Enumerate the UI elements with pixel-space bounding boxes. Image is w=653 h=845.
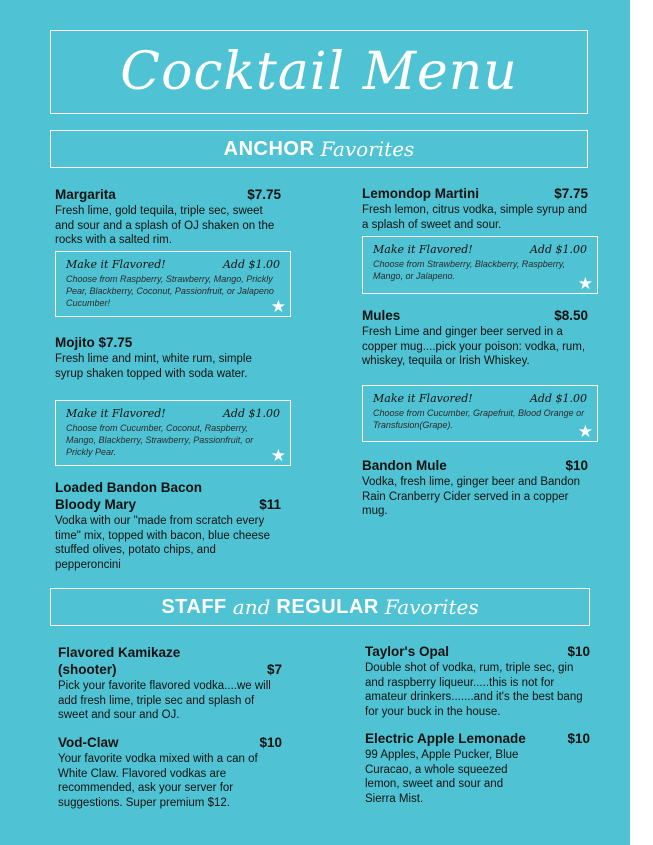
section-title-script: Favorites bbox=[384, 595, 479, 619]
item-description: Fresh lemon, citrus vodka, simple syrup and a splash of sweet and sour. bbox=[362, 204, 587, 231]
flavored-options: Choose from Cucumber, Coconut, Raspberry, Mango, Blackberry, Strawberry, Passionfruit, or Prickly Pear. bbox=[66, 423, 254, 457]
page-title: Cocktail Menu bbox=[120, 42, 518, 102]
item-price: $10 bbox=[567, 644, 590, 659]
item-description: Pick your favorite flavored vodka....we will add fresh lime, triple sec and splash of sweet and sour and OJ. bbox=[58, 680, 271, 721]
item-description: Vodka with our "made from scratch every time" mix, topped with bacon, blue cheese stuffed olives, potato chips, and pepperoncini bbox=[55, 515, 271, 571]
menu-item-margarita bbox=[55, 186, 281, 248]
item-price: $10 bbox=[565, 458, 588, 473]
section-title-bold: REGULAR bbox=[276, 595, 379, 618]
menu-item-bloody-mary bbox=[55, 479, 281, 572]
item-name: Mules bbox=[362, 308, 401, 323]
item-description: 99 Apples, Apple Pucker, Blue Curacao, a whole squeezed lemon, sweet and sour and Sierra Mist. bbox=[365, 749, 519, 805]
item-price: $8.50 bbox=[554, 308, 588, 323]
section-title-bold: STAFF bbox=[161, 595, 227, 618]
menu-item-kamikaze bbox=[58, 644, 282, 723]
menu-item-taylors-opal bbox=[365, 643, 590, 719]
flavored-price: Add $1.00 bbox=[222, 407, 280, 420]
flavored-label: Make it Flavored! bbox=[373, 243, 473, 256]
flavored-box-mules bbox=[362, 385, 598, 442]
flavored-options: Choose from Cucumber, Grapefruit, Blood Orange or Transfusion(Grape). bbox=[373, 408, 585, 430]
item-price: $7.75 bbox=[247, 187, 281, 202]
item-name: Taylor's Opal bbox=[365, 644, 449, 659]
section-title-bold: ANCHOR bbox=[223, 137, 315, 160]
item-price: $10 bbox=[567, 731, 590, 746]
item-name: Lemondop Martini bbox=[362, 186, 479, 201]
section-header-staff bbox=[50, 588, 590, 626]
menu-item-bandon-mule bbox=[362, 457, 588, 519]
item-description: Vodka, fresh lime, ginger beer and Bandon Rain Cranberry Cider served in a copper mug. bbox=[362, 476, 581, 517]
item-name: Margarita bbox=[55, 187, 116, 202]
item-price: $7.75 bbox=[554, 186, 588, 201]
item-name: Mojito $7.75 bbox=[55, 335, 133, 350]
flavored-label: Make it Flavored! bbox=[66, 407, 166, 420]
item-description: Fresh lime and mint, white rum, simple syrup shaken topped with soda water. bbox=[55, 353, 252, 380]
flavored-price: Add $1.00 bbox=[222, 258, 280, 271]
section-title-and: and bbox=[232, 595, 271, 619]
item-name: Bandon Mule bbox=[362, 458, 447, 473]
item-price: $7 bbox=[266, 662, 282, 677]
item-name: Electric Apple Lemonade bbox=[365, 731, 526, 746]
item-name-line2: Bloody Mary bbox=[55, 497, 137, 512]
flavored-box-lemondrop bbox=[362, 236, 598, 294]
flavored-options: Choose from Raspberry, Strawberry, Mango, Prickly Pear, Blackberry, Coconut, Passionfruit, or Jalapeno Cucumber! bbox=[66, 274, 274, 308]
menu-item-mules bbox=[362, 307, 588, 369]
section-title-script: Favorites bbox=[320, 137, 415, 161]
item-name: Vod-Claw bbox=[58, 735, 119, 750]
star-icon: ★ bbox=[270, 446, 286, 465]
star-icon: ★ bbox=[577, 274, 593, 293]
flavored-label: Make it Flavored! bbox=[66, 258, 166, 271]
item-price: $11 bbox=[259, 497, 281, 512]
flavored-label: Make it Flavored! bbox=[373, 392, 473, 405]
flavored-box-mojito bbox=[55, 400, 291, 466]
section-header-anchor bbox=[50, 130, 588, 168]
menu-item-vod-claw bbox=[58, 734, 282, 810]
menu-item-lemondrop bbox=[362, 185, 588, 232]
title-banner bbox=[50, 30, 588, 114]
item-price: $10 bbox=[259, 735, 282, 750]
item-name-line1: Flavored Kamikaze bbox=[58, 645, 181, 660]
item-name-line2: (shooter) bbox=[58, 662, 117, 677]
item-description: Fresh Lime and ginger beer served in a copper mug....pick your poison: vodka, rum, whiskey, tequila or Irish Whiskey. bbox=[362, 326, 586, 367]
menu-item-mojito bbox=[55, 334, 281, 381]
item-name-line1: Loaded Bandon Bacon bbox=[55, 480, 203, 495]
flavored-price: Add $1.00 bbox=[529, 243, 587, 256]
item-description: Fresh lime, gold tequila, triple sec, sweet and sour and a splash of OJ shaken on the rocks with a salted rim. bbox=[55, 205, 275, 246]
flavored-price: Add $1.00 bbox=[529, 392, 587, 405]
item-description: Double shot of vodka, rum, triple sec, gin and raspberry liqueur.....this is not for amateur drinkers.......and it's the best bang for your buck in the house. bbox=[365, 662, 583, 718]
item-description: Your favorite vodka mixed with a can of White Claw. Flavored vodkas are recommended, ask your server for suggestions. Super premium $12. bbox=[58, 753, 258, 809]
flavored-options: Choose from Strawberry, Blackberry, Raspberry, Mango, or Jalapeno. bbox=[373, 259, 566, 281]
flavored-box-margarita bbox=[55, 251, 291, 317]
star-icon: ★ bbox=[270, 297, 286, 316]
menu-item-electric-apple-lemonade bbox=[365, 730, 590, 806]
star-icon: ★ bbox=[577, 422, 593, 441]
